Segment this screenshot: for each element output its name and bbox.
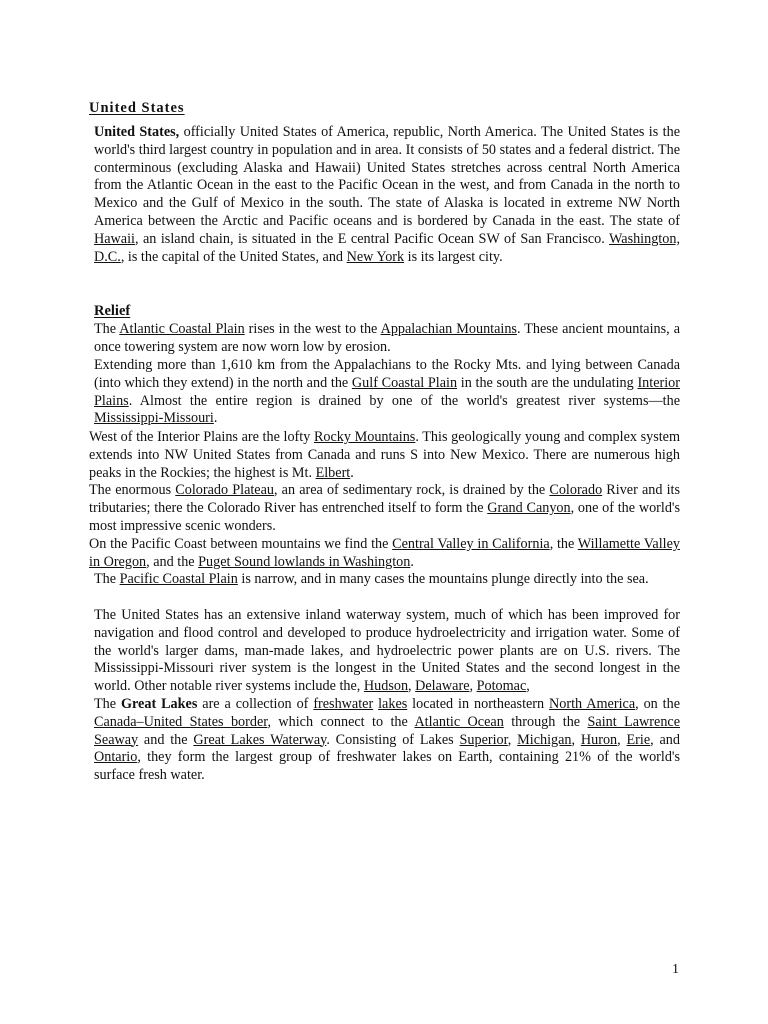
separator: , <box>571 731 581 748</box>
link-grand-canyon[interactable]: Grand Canyon <box>487 499 571 516</box>
intro-text: officially United States of America, republic, North America. The United States is the world's third largest country in population and in area. It consists of 50 states and a federal district. The conterminous (excluding Alaska and Hawaii) United States stretches across central North America from the Atlantic Ocean in the east to the Pacific Ocean in the west, and from Canada in the north to Mexico and the Gulf of Mexico in the south. The state of Alaska is located in extreme NW North America between the Arctic and Pacific oceans and is bordered by Canada in the east. The state of <box>94 124 680 229</box>
paragraph-text: . <box>213 410 218 427</box>
link-ontario[interactable]: Ontario <box>94 749 138 766</box>
paragraph-text: , one of the world's most impressive scenic wonders. <box>89 499 681 534</box>
link-saint-lawrence-seaway[interactable]: Saint Lawrence Seaway <box>94 713 681 748</box>
link-interior-plains[interactable]: Interior Plains <box>94 374 680 409</box>
separator: , <box>469 678 477 695</box>
intro-text: , an island chain, is situated in the E central Pacific Ocean SW of San Francisco. <box>134 230 610 247</box>
link-atlantic-coastal-plain[interactable]: Atlantic Coastal Plain <box>119 321 245 337</box>
paragraph-text: located in northeastern <box>407 696 550 712</box>
paragraph-text: , <box>526 678 530 695</box>
paragraph-text: . This geologically young and complex system extends into NW United States from Canada and runs S into New Mexico. There are numerous high peaks in the Rockies; the highest is Mt. <box>89 429 681 481</box>
paragraph-text: The United States has an extensive inland waterway system, much of which has been improved for navigation and flood control and developed to produce hydroelectricity and irrigation water. Some of the world's larger dams, man-made lakes, and hydroelectric power plants are on U.S. rivers. The Mississippi-Missouri river system is the longest in the United States and the second longest in the world. Other notable river systems include the, <box>94 607 680 695</box>
link-washington-dc[interactable]: Washington, D.C. <box>94 230 680 265</box>
great-lakes-bold: Great Lakes <box>120 696 198 712</box>
paragraph-text: is narrow, and in many cases the mountains plunge directly into the sea. <box>237 571 649 587</box>
paragraph-text: , and <box>650 731 680 748</box>
paragraph-text: Extending more than 1,610 km from the Appalachians to the Rocky Mts. and lying between Canada (into which they extend) in the north and the <box>94 357 680 391</box>
link-central-valley[interactable]: Central Valley in California <box>392 536 550 552</box>
intro-text: is its largest city. <box>404 248 503 265</box>
link-colorado-plateau[interactable]: Colorado Plateau <box>175 482 274 498</box>
relief-paragraph-7 <box>94 607 680 696</box>
paragraph-text: . Consisting of Lakes <box>326 731 460 748</box>
paragraph-text: , the <box>549 536 578 552</box>
link-pacific-coastal-plain[interactable]: Pacific Coastal Plain <box>119 571 238 587</box>
link-erie[interactable]: Erie <box>626 731 651 748</box>
paragraph-text: West of the Interior Plains are the lofty <box>89 429 314 445</box>
link-michigan[interactable]: Michigan <box>517 731 572 748</box>
link-freshwater[interactable]: freshwater <box>313 696 374 712</box>
link-superior[interactable]: Superior <box>459 731 508 748</box>
link-atlantic-ocean[interactable]: Atlantic Ocean <box>414 713 504 730</box>
page-title: United States <box>89 100 185 116</box>
paragraph-text: rises in the west to the <box>244 321 381 337</box>
link-mississippi-missouri[interactable]: Mississippi-Missouri <box>94 410 214 427</box>
link-gulf-coastal-plain[interactable]: Gulf Coastal Plain <box>351 374 458 391</box>
separator: , <box>408 678 416 695</box>
paragraph-text: The <box>94 696 121 712</box>
link-rocky-mountains[interactable]: Rocky Mountains <box>313 429 416 445</box>
intro-text: , is the capital of the United States, and <box>120 248 347 265</box>
paragraph-text: , they form the largest group of freshwater lakes on Earth, containing 21% of the world's surface fresh water. <box>94 749 680 784</box>
paragraph-text: . Almost the entire region is drained by one of the world's greatest river systems—the <box>128 392 680 409</box>
paragraph-text: in the south are the undulating <box>457 374 638 391</box>
paragraph-text: , and the <box>146 553 199 570</box>
paragraph-text: , an area of sedimentary rock, is drained by the <box>274 482 550 498</box>
paragraph-text: The enormous <box>89 482 176 498</box>
link-lakes[interactable]: lakes <box>378 696 408 712</box>
relief-paragraph-1 <box>94 321 680 357</box>
intro-paragraph <box>94 124 680 266</box>
paragraph-text: . <box>350 464 354 481</box>
intro-lead: United States, <box>94 124 180 140</box>
paragraph-text: and the <box>138 731 194 748</box>
paragraph-text: The <box>94 321 120 337</box>
link-great-lakes-waterway[interactable]: Great Lakes Waterway <box>193 731 327 748</box>
relief-paragraph-6 <box>94 571 680 589</box>
paragraph-text: , which connect to the <box>267 713 415 730</box>
paragraph-text: are a collection of <box>197 696 314 712</box>
paragraph-text: through the <box>503 713 588 730</box>
link-elbert[interactable]: Elbert <box>315 464 351 481</box>
paragraph-text: . <box>410 553 414 570</box>
link-colorado[interactable]: Colorado <box>549 482 603 498</box>
relief-paragraph-2 <box>94 357 680 428</box>
relief-paragraph-8 <box>94 696 680 785</box>
link-delaware[interactable]: Delaware <box>415 678 470 695</box>
link-willamette-valley[interactable]: Willamette Valley in Oregon <box>89 536 680 570</box>
link-canada-us-border[interactable]: Canada–United States border <box>94 713 268 730</box>
separator: , <box>507 731 518 748</box>
relief-paragraph-3 <box>89 429 680 482</box>
link-potomac[interactable]: Potomac <box>476 678 527 695</box>
paragraph-text: . These ancient mountains, a once towering system are now worn low by erosion. <box>94 321 680 355</box>
link-hawaii[interactable]: Hawaii <box>94 230 135 247</box>
link-hudson[interactable]: Hudson <box>363 678 409 695</box>
relief-paragraph-4 <box>89 482 680 535</box>
link-north-america[interactable]: North America <box>549 696 636 712</box>
separator: , <box>617 731 627 748</box>
paragraph-text: , on the <box>635 696 681 712</box>
link-appalachian-mountains[interactable]: Appalachian Mountains <box>380 321 517 337</box>
link-huron[interactable]: Huron <box>580 731 618 748</box>
page-number: 1 <box>672 962 679 977</box>
paragraph-text: River and its tributaries; there the Colorado River has entrenched itself to form the <box>89 482 680 516</box>
link-new-york[interactable]: New York <box>346 248 405 265</box>
paragraph-text: On the Pacific Coast between mountains we find the <box>89 536 393 552</box>
link-puget-sound[interactable]: Puget Sound lowlands in Washington <box>198 553 411 570</box>
section-heading-relief: Relief <box>94 303 131 319</box>
paragraph-text: The <box>94 571 120 587</box>
relief-paragraph-5 <box>89 536 680 572</box>
